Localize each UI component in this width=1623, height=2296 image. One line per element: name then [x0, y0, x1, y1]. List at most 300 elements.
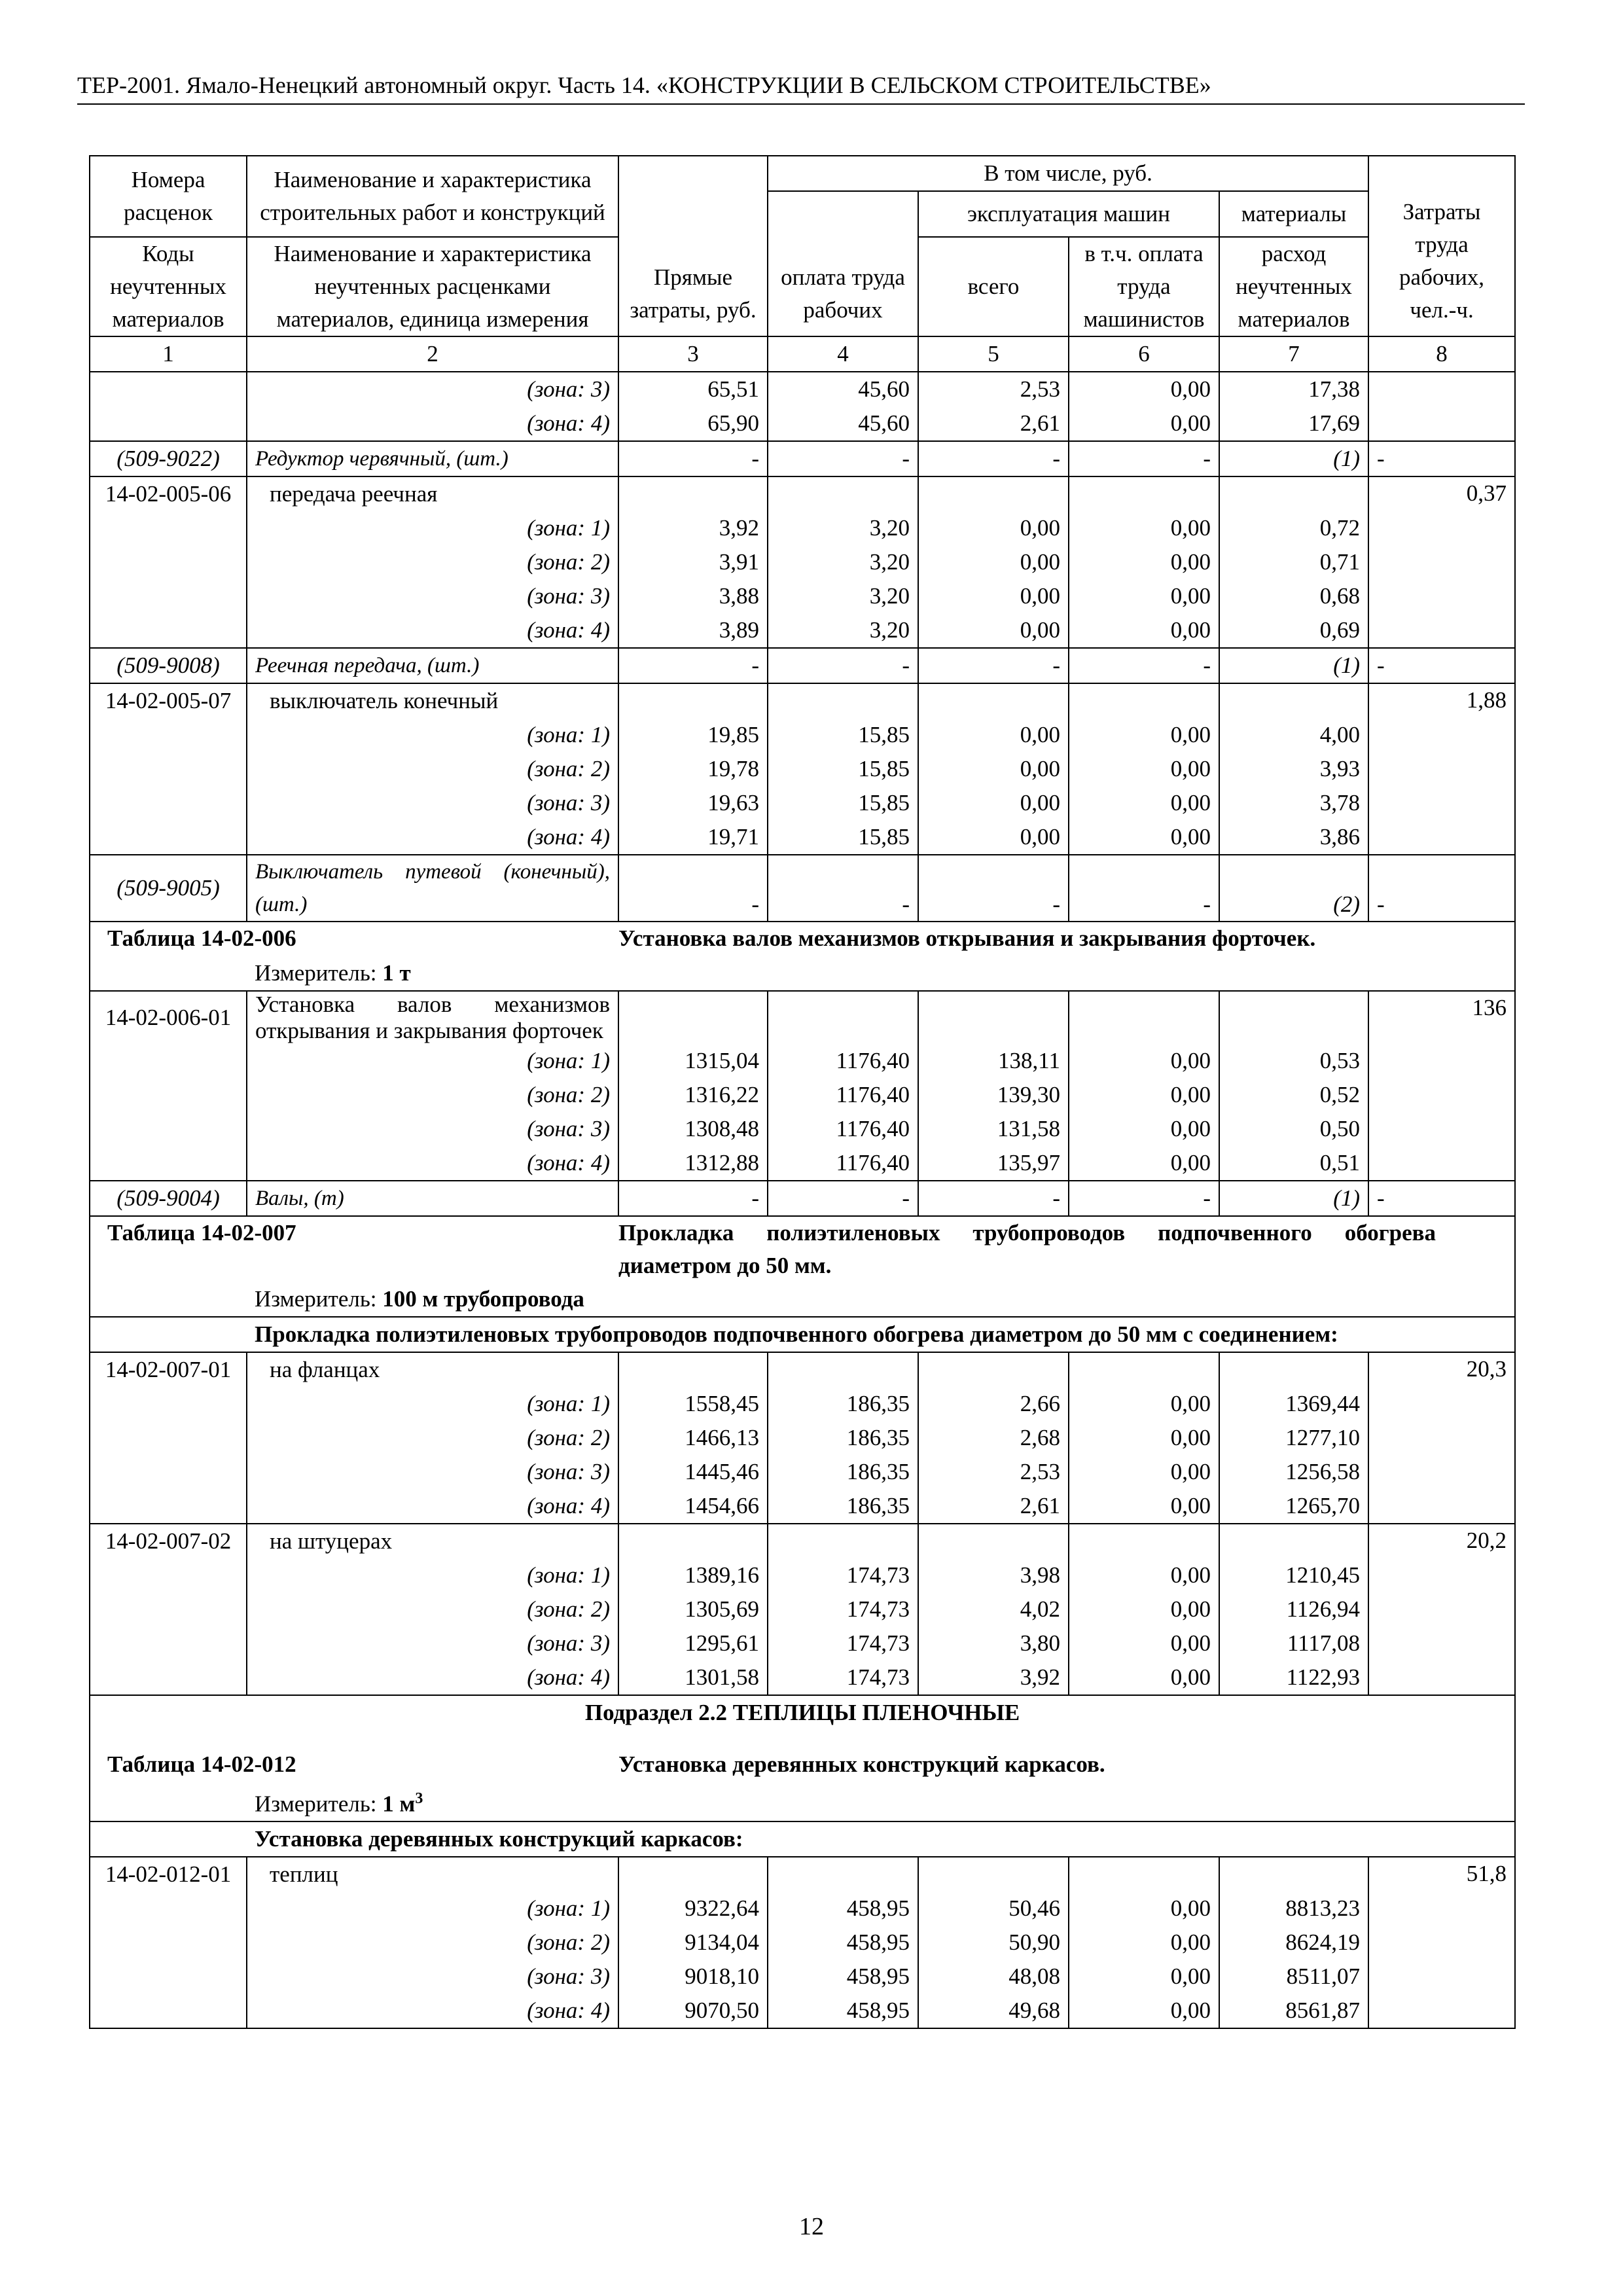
value-cell: 0,00	[1069, 406, 1219, 441]
rate-code-cell	[90, 1387, 247, 1421]
rate-code-cell	[90, 718, 247, 752]
value-cell: -	[918, 648, 1069, 683]
zone-row	[90, 406, 1515, 441]
value-cell: 1301,58	[618, 1660, 768, 1695]
labor-cell	[1368, 820, 1515, 855]
value-cell: 0,00	[1069, 1112, 1219, 1146]
zone-row	[90, 1660, 1515, 1695]
value-cell: 1312,88	[618, 1146, 768, 1181]
value-cell: 3,78	[1219, 786, 1368, 820]
value-cell: (1)	[1219, 441, 1368, 476]
subsection-heading: Подраздел 2.2 ТЕПЛИЦЫ ПЛЕНОЧНЫЕ	[90, 1695, 1515, 1730]
value-cell: 2,66	[918, 1387, 1069, 1421]
value-cell: -	[768, 648, 918, 683]
col-header-including: В том числе, руб.	[768, 156, 1368, 191]
zone-label: (зона: 2)	[247, 752, 618, 786]
measure-label: Измеритель:	[255, 960, 377, 986]
measure-row	[90, 1782, 1515, 1821]
zone-label: (зона: 1)	[247, 1892, 618, 1926]
value-cell: 0,00	[918, 511, 1069, 545]
zone-row	[90, 718, 1515, 752]
value-cell: -	[918, 441, 1069, 476]
rates-table	[89, 155, 1516, 2029]
value-cell: 1176,40	[768, 1146, 918, 1181]
value-cell: 1210,45	[1219, 1558, 1368, 1592]
column-numbers-row	[90, 336, 1515, 372]
labor-cell: -	[1368, 1181, 1515, 1216]
rate-name: на фланцах	[247, 1352, 618, 1387]
zone-row	[90, 752, 1515, 786]
rate-code-cell	[90, 406, 247, 441]
value-cell: 0,00	[918, 545, 1069, 579]
col-header-materials: материалы	[1219, 191, 1368, 237]
value-cell: 3,20	[768, 545, 918, 579]
value-cell: 9134,04	[618, 1926, 768, 1960]
value-cell: 1454,66	[618, 1489, 768, 1524]
measure-value: 1 т	[382, 960, 411, 986]
measure-unit	[247, 1782, 1515, 1821]
value-cell: 19,71	[618, 820, 768, 855]
measure-row	[90, 1282, 1515, 1317]
zone-row	[90, 1112, 1515, 1146]
rate-code-cell	[90, 511, 247, 545]
page-number: 12	[799, 2213, 824, 2240]
value-cell	[1219, 683, 1368, 718]
measure-label: Измеритель:	[255, 1791, 377, 1817]
rate-code-cell	[90, 1926, 247, 1960]
value-cell	[918, 1352, 1069, 1387]
value-cell: 174,73	[768, 1592, 918, 1626]
col-header-labor-costs: Затраты труда рабочих, чел.-ч.	[1368, 156, 1515, 336]
material-name: Выключатель путевой (конечный), (шт.)	[247, 855, 618, 922]
labor-value: 20,3	[1368, 1352, 1515, 1387]
labor-value: 51,8	[1368, 1857, 1515, 1892]
value-cell	[618, 1352, 768, 1387]
zone-row	[90, 1455, 1515, 1489]
rate-code-cell	[90, 613, 247, 648]
value-cell	[1069, 1352, 1219, 1387]
material-row	[90, 1181, 1515, 1216]
value-cell: 1305,69	[618, 1592, 768, 1626]
value-cell: 1176,40	[768, 1044, 918, 1078]
value-cell: 458,95	[768, 1892, 918, 1926]
value-cell: 2,53	[918, 1455, 1069, 1489]
group-heading-row	[90, 1821, 1515, 1857]
zone-row	[90, 820, 1515, 855]
value-cell	[1069, 1524, 1219, 1558]
value-cell: 0,00	[1069, 1994, 1219, 2028]
rate-code-cell	[90, 1455, 247, 1489]
zone-label: (зона: 3)	[247, 372, 618, 406]
rate-code-cell	[90, 1592, 247, 1626]
zone-label: (зона: 2)	[247, 545, 618, 579]
labor-cell	[1368, 1892, 1515, 1926]
value-cell: 19,78	[618, 752, 768, 786]
value-cell	[768, 1857, 918, 1892]
value-cell: 8624,19	[1219, 1926, 1368, 1960]
value-cell: 0,50	[1219, 1112, 1368, 1146]
rate-code-cell	[90, 372, 247, 406]
value-cell: 1122,93	[1219, 1660, 1368, 1695]
value-cell: 19,63	[618, 786, 768, 820]
value-cell: 186,35	[768, 1421, 918, 1455]
value-cell: 1126,94	[1219, 1592, 1368, 1626]
rate-code-cell	[90, 579, 247, 613]
labor-cell	[1368, 1558, 1515, 1592]
col-header-rate-number: Номера расценок	[90, 156, 247, 237]
value-cell: 0,00	[1069, 1387, 1219, 1421]
value-cell: -	[918, 855, 1069, 922]
value-cell: 15,85	[768, 718, 918, 752]
value-cell: 0,69	[1219, 613, 1368, 648]
value-cell	[618, 991, 768, 1044]
material-code: (509-9022)	[90, 441, 247, 476]
rate-name: на штуцерах	[247, 1524, 618, 1558]
labor-cell	[1368, 1112, 1515, 1146]
value-cell: 8511,07	[1219, 1960, 1368, 1994]
value-cell: 0,53	[1219, 1044, 1368, 1078]
blank-cell	[90, 1282, 247, 1317]
value-cell: 174,73	[768, 1558, 918, 1592]
value-cell	[618, 683, 768, 718]
value-cell	[1219, 476, 1368, 511]
col-header-worker-pay: оплата труда рабочих	[768, 191, 918, 336]
value-cell: 1308,48	[618, 1112, 768, 1146]
group-heading-row	[90, 1317, 1515, 1352]
zone-label: (зона: 2)	[247, 1592, 618, 1626]
value-cell: -	[618, 855, 768, 922]
labor-cell	[1368, 613, 1515, 648]
group-heading: Прокладка полиэтиленовых трубопроводов подпочвенного обогрева диаметром до 50 мм с соединением:	[247, 1317, 1515, 1352]
labor-cell	[1368, 752, 1515, 786]
value-cell: 0,00	[1069, 1146, 1219, 1181]
rate-code-cell	[90, 1626, 247, 1660]
zone-label: (зона: 4)	[247, 613, 618, 648]
measure-unit	[247, 956, 1515, 991]
rate-code: 14-02-005-07	[90, 683, 247, 718]
value-cell: -	[618, 648, 768, 683]
value-cell: 1117,08	[1219, 1626, 1368, 1660]
zone-label: (зона: 2)	[247, 1421, 618, 1455]
value-cell: 50,90	[918, 1926, 1069, 1960]
value-cell: 0,00	[1069, 545, 1219, 579]
material-code: (509-9004)	[90, 1181, 247, 1216]
zone-label: (зона: 3)	[247, 1960, 618, 1994]
zone-row	[90, 511, 1515, 545]
value-cell: 15,85	[768, 752, 918, 786]
value-cell: 65,51	[618, 372, 768, 406]
value-cell: 3,98	[918, 1558, 1069, 1592]
zone-row	[90, 1926, 1515, 1960]
blank-cell	[90, 1782, 247, 1821]
material-code: (509-9005)	[90, 855, 247, 922]
rate-code-cell	[90, 820, 247, 855]
table-number: Таблица 14-02-007	[90, 1216, 618, 1282]
value-cell: 131,58	[918, 1112, 1069, 1146]
labor-cell	[1368, 1626, 1515, 1660]
labor-cell	[1368, 1387, 1515, 1421]
col-num: 7	[1219, 336, 1368, 372]
value-cell: 8561,87	[1219, 1994, 1368, 2028]
value-cell: 0,00	[918, 718, 1069, 752]
labor-cell	[1368, 579, 1515, 613]
labor-cell	[1368, 372, 1515, 406]
value-cell: 3,86	[1219, 820, 1368, 855]
value-cell: -	[1069, 441, 1219, 476]
table-name: Установка валов механизмов открывания и закрывания форточек.	[618, 922, 1515, 956]
rate-code-cell	[90, 1892, 247, 1926]
value-cell: 0,00	[918, 579, 1069, 613]
rate-code: 14-02-012-01	[90, 1857, 247, 1892]
rate-code-cell	[90, 1558, 247, 1592]
value-cell: 1445,46	[618, 1455, 768, 1489]
col-num: 6	[1069, 336, 1219, 372]
value-cell: 45,60	[768, 372, 918, 406]
rate-code-cell	[90, 1078, 247, 1112]
blank-cell	[90, 1821, 247, 1857]
value-cell: 9018,10	[618, 1960, 768, 1994]
rate-code-cell	[90, 1112, 247, 1146]
blank-cell	[90, 1317, 247, 1352]
value-cell: 1256,58	[1219, 1455, 1368, 1489]
rate-code: 14-02-005-06	[90, 476, 247, 511]
value-cell: 2,53	[918, 372, 1069, 406]
value-cell	[1219, 1524, 1368, 1558]
rate-code-cell	[90, 786, 247, 820]
material-name: Редуктор червячный, (шт.)	[247, 441, 618, 476]
value-cell: 0,51	[1219, 1146, 1368, 1181]
value-cell: 0,00	[1069, 1455, 1219, 1489]
material-name: Реечная передача, (шт.)	[247, 648, 618, 683]
value-cell: 3,88	[618, 579, 768, 613]
value-cell: 3,80	[918, 1626, 1069, 1660]
rate-code: 14-02-006-01	[90, 991, 247, 1044]
zone-label: (зона: 1)	[247, 511, 618, 545]
labor-cell	[1368, 1960, 1515, 1994]
value-cell: 0,00	[1069, 1626, 1219, 1660]
value-cell	[618, 1524, 768, 1558]
value-cell	[1219, 1857, 1368, 1892]
zone-row	[90, 1078, 1515, 1112]
material-row	[90, 441, 1515, 476]
value-cell: 1265,70	[1219, 1489, 1368, 1524]
value-cell: 186,35	[768, 1387, 918, 1421]
value-cell: 1316,22	[618, 1078, 768, 1112]
material-row	[90, 855, 1515, 922]
value-cell: 458,95	[768, 1960, 918, 1994]
value-cell: 9322,64	[618, 1892, 768, 1926]
labor-cell	[1368, 511, 1515, 545]
zone-row	[90, 1592, 1515, 1626]
zone-label: (зона: 1)	[247, 1558, 618, 1592]
value-cell: 0,68	[1219, 579, 1368, 613]
value-cell	[1219, 1352, 1368, 1387]
value-cell: 138,11	[918, 1044, 1069, 1078]
labor-cell	[1368, 1994, 1515, 2028]
col-num: 2	[247, 336, 618, 372]
value-cell: 0,00	[1069, 1892, 1219, 1926]
rate-code-cell	[90, 1960, 247, 1994]
value-cell	[618, 476, 768, 511]
rate-name: теплиц	[247, 1857, 618, 1892]
value-cell: 3,91	[618, 545, 768, 579]
zone-row	[90, 1994, 1515, 2028]
unit-exponent: 3	[415, 1790, 423, 1807]
value-cell	[768, 683, 918, 718]
zone-row	[90, 786, 1515, 820]
value-cell: 458,95	[768, 1994, 918, 2028]
value-cell: 0,72	[1219, 511, 1368, 545]
table-number: Таблица 14-02-012	[90, 1730, 618, 1782]
rate-item-row	[90, 1352, 1515, 1387]
rate-code-cell	[90, 545, 247, 579]
rate-code: 14-02-007-02	[90, 1524, 247, 1558]
measure-value: 100 м трубопровода	[382, 1286, 584, 1312]
col-num: 4	[768, 336, 918, 372]
value-cell: 19,85	[618, 718, 768, 752]
col-num: 1	[90, 336, 247, 372]
value-cell	[918, 683, 1069, 718]
col-header-machinist-pay: в т.ч. оплата труда машинистов	[1069, 237, 1219, 336]
value-cell: 1369,44	[1219, 1387, 1368, 1421]
value-cell: 1176,40	[768, 1078, 918, 1112]
running-header: ТЕР-2001. Ямало-Ненецкий автономный округ. Часть 14. «КОНСТРУКЦИИ В СЕЛЬСКОМ СТРОИТЕЛЬСТВЕ»	[77, 71, 1525, 105]
labor-cell	[1368, 406, 1515, 441]
labor-cell	[1368, 1044, 1515, 1078]
value-cell: 1389,16	[618, 1558, 768, 1592]
table-title-row	[90, 922, 1515, 956]
value-cell: 49,68	[918, 1994, 1069, 2028]
zone-label: (зона: 3)	[247, 579, 618, 613]
value-cell: 15,85	[768, 786, 918, 820]
value-cell: 2,61	[918, 1489, 1069, 1524]
material-name: Валы, (т)	[247, 1181, 618, 1216]
value-cell	[768, 1524, 918, 1558]
value-cell: -	[768, 1181, 918, 1216]
value-cell: 0,00	[1069, 1489, 1219, 1524]
value-cell	[1069, 476, 1219, 511]
zone-row	[90, 1421, 1515, 1455]
value-cell: (1)	[1219, 648, 1368, 683]
zone-label: (зона: 3)	[247, 786, 618, 820]
value-cell: (2)	[1219, 855, 1368, 922]
value-cell	[1219, 991, 1368, 1044]
col-header-material-name: Наименование и характеристика неучтенных расценками материалов, единица измерения	[247, 237, 618, 336]
value-cell: 0,00	[918, 613, 1069, 648]
zone-label: (зона: 4)	[247, 820, 618, 855]
group-heading: Установка деревянных конструкций каркасов:	[247, 1821, 1515, 1857]
labor-cell: -	[1368, 441, 1515, 476]
value-cell	[918, 991, 1069, 1044]
value-cell	[918, 1524, 1069, 1558]
rate-code-cell	[90, 1421, 247, 1455]
table-name: Установка деревянных конструкций каркасов.	[618, 1730, 1515, 1782]
value-cell	[1069, 1857, 1219, 1892]
rate-name: передача реечная	[247, 476, 618, 511]
labor-value: 20,2	[1368, 1524, 1515, 1558]
rate-code: 14-02-007-01	[90, 1352, 247, 1387]
col-header-work-name: Наименование и характеристика строительных работ и конструкций	[247, 156, 618, 237]
value-cell: 174,73	[768, 1660, 918, 1695]
labor-cell	[1368, 1660, 1515, 1695]
value-cell: 0,00	[1069, 718, 1219, 752]
value-cell: -	[618, 441, 768, 476]
value-cell: 1176,40	[768, 1112, 918, 1146]
zone-label: (зона: 3)	[247, 1626, 618, 1660]
value-cell: 48,08	[918, 1960, 1069, 1994]
value-cell: -	[768, 855, 918, 922]
zone-label: (зона: 2)	[247, 1078, 618, 1112]
labor-cell: -	[1368, 855, 1515, 922]
value-cell: 3,20	[768, 579, 918, 613]
labor-cell	[1368, 1489, 1515, 1524]
measure-unit	[247, 1282, 1515, 1317]
value-cell: -	[1069, 648, 1219, 683]
rate-code-cell	[90, 1660, 247, 1695]
subsection-heading-row	[90, 1695, 1515, 1730]
material-code: (509-9008)	[90, 648, 247, 683]
rate-code-cell	[90, 752, 247, 786]
table-name: Прокладка полиэтиленовых трубопроводов подпочвенного обогрева диаметром до 50 мм.	[618, 1216, 1515, 1282]
labor-value: 0,37	[1368, 476, 1515, 511]
value-cell	[918, 476, 1069, 511]
col-num: 5	[918, 336, 1069, 372]
value-cell: 0,52	[1219, 1078, 1368, 1112]
labor-value: 136	[1368, 991, 1515, 1044]
zone-row	[90, 545, 1515, 579]
rate-item-row	[90, 1857, 1515, 1892]
value-cell: 135,97	[918, 1146, 1069, 1181]
col-num: 8	[1368, 336, 1515, 372]
value-cell: 3,93	[1219, 752, 1368, 786]
zone-row	[90, 613, 1515, 648]
zone-label: (зона: 3)	[247, 1455, 618, 1489]
value-cell: 3,89	[618, 613, 768, 648]
zone-label: (зона: 4)	[247, 1994, 618, 2028]
value-cell: 2,61	[918, 406, 1069, 441]
value-cell: 1315,04	[618, 1044, 768, 1078]
zone-label: (зона: 1)	[247, 1044, 618, 1078]
value-cell: 4,02	[918, 1592, 1069, 1626]
value-cell: 3,92	[618, 511, 768, 545]
zone-label: (зона: 4)	[247, 1660, 618, 1695]
value-cell: 0,00	[1069, 1926, 1219, 1960]
value-cell: 65,90	[618, 406, 768, 441]
table-title-row	[90, 1216, 1515, 1282]
zone-row	[90, 1960, 1515, 1994]
zone-label: (зона: 4)	[247, 406, 618, 441]
rate-code-cell	[90, 1489, 247, 1524]
labor-cell	[1368, 545, 1515, 579]
table-number: Таблица 14-02-006	[90, 922, 618, 956]
col-header-machines-total: всего	[918, 237, 1069, 336]
zone-row	[90, 1146, 1515, 1181]
zone-row	[90, 1044, 1515, 1078]
measure-label: Измеритель:	[255, 1286, 377, 1312]
value-cell: 1277,10	[1219, 1421, 1368, 1455]
col-header-direct-costs: Прямые затраты, руб.	[618, 156, 768, 336]
value-cell	[618, 1857, 768, 1892]
labor-cell	[1368, 1592, 1515, 1626]
value-cell: -	[1069, 855, 1219, 922]
value-cell: 0,00	[1069, 752, 1219, 786]
labor-cell	[1368, 718, 1515, 752]
value-cell: 186,35	[768, 1455, 918, 1489]
labor-cell	[1368, 1926, 1515, 1960]
value-cell	[1069, 991, 1219, 1044]
value-cell: (1)	[1219, 1181, 1368, 1216]
zone-label: (зона: 3)	[247, 1112, 618, 1146]
